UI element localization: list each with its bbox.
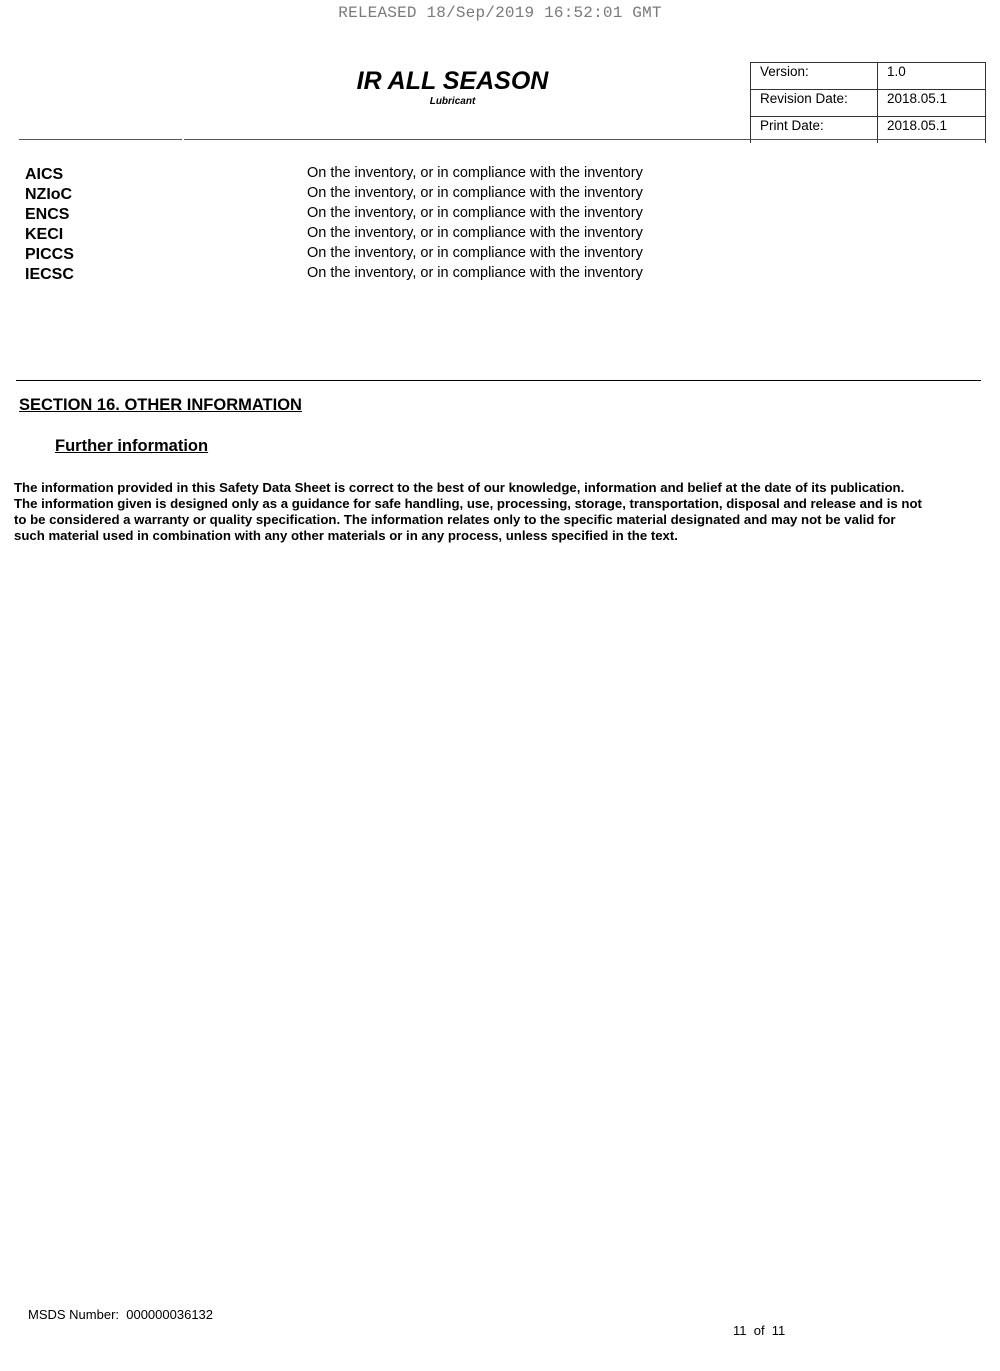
released-stamp: RELEASED 18/Sep/2019 16:52:01 GMT <box>338 4 662 22</box>
section-title: SECTION 16. OTHER INFORMATION <box>19 396 302 414</box>
inventory-status: On the inventory, or in compliance with the inventory <box>307 185 643 201</box>
inventory-row <box>25 245 725 265</box>
inventory-row <box>25 185 725 205</box>
meta-label: Print Date: <box>751 117 878 144</box>
meta-label: Revision Date: <box>751 90 878 117</box>
meta-value: 1.0 <box>878 63 986 90</box>
inventory-status: On the inventory, or in compliance with the inventory <box>307 225 643 241</box>
meta-row-revision-date <box>751 90 986 117</box>
paragraph-line: The information provided in this Safety Data Sheet is correct to the best of our knowledge, information and belief at the date of its publication. <box>14 480 905 495</box>
meta-value: 2018.05.1 <box>878 90 986 117</box>
meta-value: 2018.05.1 <box>878 117 986 144</box>
inventory-code: ENCS <box>25 206 70 223</box>
header-divider-left <box>19 139 182 140</box>
msds-number: MSDS Number: 000000036132 <box>28 1307 214 1322</box>
inventory-row <box>25 165 725 185</box>
further-information-paragraph <box>14 480 984 544</box>
meta-row-version <box>751 63 986 90</box>
subsection-title: Further information <box>55 437 209 455</box>
inventory-status: On the inventory, or in compliance with the inventory <box>307 205 643 221</box>
inventory-status: On the inventory, or in compliance with the inventory <box>307 265 643 281</box>
inventory-row <box>25 225 725 245</box>
inventory-code: AICS <box>25 166 64 183</box>
inventory-row <box>25 205 725 225</box>
inventory-status: On the inventory, or in compliance with the inventory <box>307 245 643 261</box>
paragraph-line: such material used in combination with any other materials or in any process, unless specified in the text. <box>14 528 678 543</box>
paragraph-line: to be considered a warranty or quality specification. The information relates only to the specific material designated and may not be valid for <box>14 512 896 527</box>
inventory-list <box>25 165 725 285</box>
inventory-code: NZIoC <box>25 186 73 203</box>
section-divider <box>16 380 981 381</box>
inventory-code: IECSC <box>25 266 74 283</box>
inventory-code: PICCS <box>25 246 74 263</box>
page-number: 11 of 11 <box>733 1323 786 1338</box>
inventory-row <box>25 265 725 285</box>
meta-label: Version: <box>751 63 878 90</box>
inventory-code: KECI <box>25 226 64 243</box>
paragraph-line: The information given is designed only as a guidance for safe handling, use, processing, storage, transportation, disposal and release and is not <box>14 496 922 511</box>
header-divider-right <box>184 139 985 140</box>
product-name: IR ALL SEASON <box>356 67 549 95</box>
inventory-status: On the inventory, or in compliance with the inventory <box>307 165 643 181</box>
product-type: Lubricant <box>429 96 476 107</box>
document-meta-table <box>750 62 986 143</box>
